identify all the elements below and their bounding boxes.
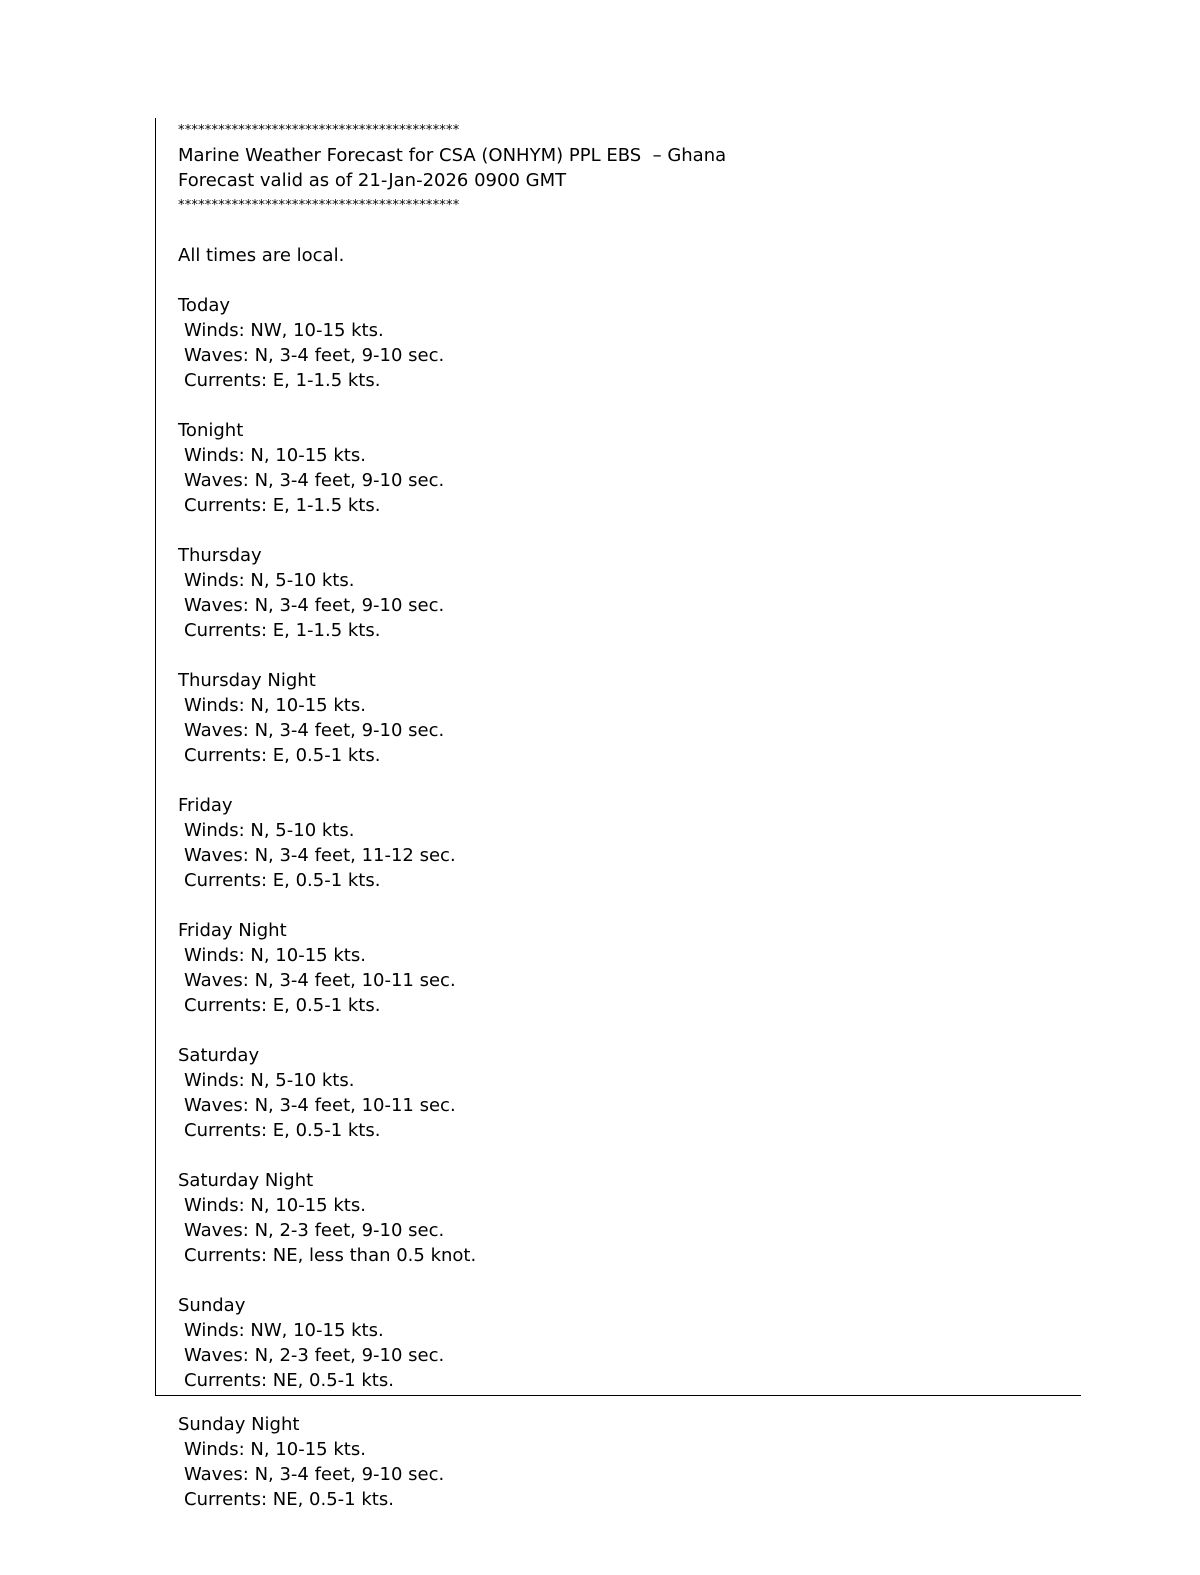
period-currents: Currents: E, 1-1.5 kts.	[184, 620, 381, 641]
forecast-valid-time: Forecast valid as of 21-Jan-2026 0900 GMT	[178, 170, 567, 191]
period-name: Today	[178, 295, 231, 316]
period-tonight	[178, 418, 1058, 518]
period-waves: Waves: N, 2-3 feet, 9-10 sec.	[184, 1220, 445, 1241]
period-waves: Waves: N, 3-4 feet, 9-10 sec.	[184, 720, 445, 741]
period-winds: Winds: N, 10-15 kts.	[184, 945, 366, 966]
period-winds: Winds: N, 10-15 kts.	[184, 1195, 366, 1216]
period-thursday-night	[178, 668, 1058, 768]
period-winds: Winds: N, 5-10 kts.	[184, 570, 355, 591]
period-name: Saturday Night	[178, 1170, 314, 1191]
period-currents: Currents: E, 0.5-1 kts.	[184, 1120, 381, 1141]
period-currents: Currents: NE, 0.5-1 kts.	[184, 1489, 394, 1510]
header-stars-top: ******************************************	[178, 123, 460, 138]
period-winds: Winds: N, 10-15 kts.	[184, 445, 366, 466]
period-friday-night	[178, 918, 1058, 1018]
period-waves: Waves: N, 3-4 feet, 11-12 sec.	[184, 845, 456, 866]
period-sunday-night	[178, 1412, 1058, 1512]
period-waves: Waves: N, 3-4 feet, 9-10 sec.	[184, 1464, 445, 1485]
period-today	[178, 293, 1058, 393]
period-sunday	[178, 1293, 1058, 1393]
period-winds: Winds: NW, 10-15 kts.	[184, 320, 384, 341]
period-name: Friday Night	[178, 920, 287, 941]
period-winds: Winds: NW, 10-15 kts.	[184, 1320, 384, 1341]
period-waves: Waves: N, 2-3 feet, 9-10 sec.	[184, 1345, 445, 1366]
period-waves: Waves: N, 3-4 feet, 10-11 sec.	[184, 1095, 456, 1116]
forecast-continued	[178, 1412, 1058, 1512]
forecast-document	[178, 118, 1058, 1393]
period-currents: Currents: E, 0.5-1 kts.	[184, 995, 381, 1016]
forecast-title: Marine Weather Forecast for CSA (ONHYM) PPL EBS – Ghana	[178, 145, 727, 166]
period-winds: Winds: N, 5-10 kts.	[184, 1070, 355, 1091]
period-friday	[178, 793, 1058, 893]
period-thursday	[178, 543, 1058, 643]
period-waves: Waves: N, 3-4 feet, 9-10 sec.	[184, 470, 445, 491]
period-name: Friday	[178, 795, 233, 816]
period-winds: Winds: N, 5-10 kts.	[184, 820, 355, 841]
period-currents: Currents: NE, 0.5-1 kts.	[184, 1370, 394, 1391]
times-note: All times are local.	[178, 245, 345, 266]
period-waves: Waves: N, 3-4 feet, 9-10 sec.	[184, 345, 445, 366]
period-name: Sunday	[178, 1295, 246, 1316]
period-name: Sunday Night	[178, 1414, 300, 1435]
period-name: Tonight	[178, 420, 244, 441]
period-currents: Currents: E, 0.5-1 kts.	[184, 870, 381, 891]
period-currents: Currents: E, 0.5-1 kts.	[184, 745, 381, 766]
period-currents: Currents: NE, less than 0.5 knot.	[184, 1245, 477, 1266]
frame-left-border	[155, 118, 156, 1395]
period-name: Thursday Night	[178, 670, 316, 691]
frame-bottom-border	[155, 1395, 1081, 1396]
period-currents: Currents: E, 1-1.5 kts.	[184, 495, 381, 516]
period-saturday	[178, 1043, 1058, 1143]
period-winds: Winds: N, 10-15 kts.	[184, 695, 366, 716]
period-winds: Winds: N, 10-15 kts.	[184, 1439, 366, 1460]
period-waves: Waves: N, 3-4 feet, 10-11 sec.	[184, 970, 456, 991]
period-currents: Currents: E, 1-1.5 kts.	[184, 370, 381, 391]
period-waves: Waves: N, 3-4 feet, 9-10 sec.	[184, 595, 445, 616]
period-name: Saturday	[178, 1045, 260, 1066]
period-name: Thursday	[178, 545, 262, 566]
header-stars-bottom: ******************************************	[178, 198, 460, 213]
period-saturday-night	[178, 1168, 1058, 1268]
